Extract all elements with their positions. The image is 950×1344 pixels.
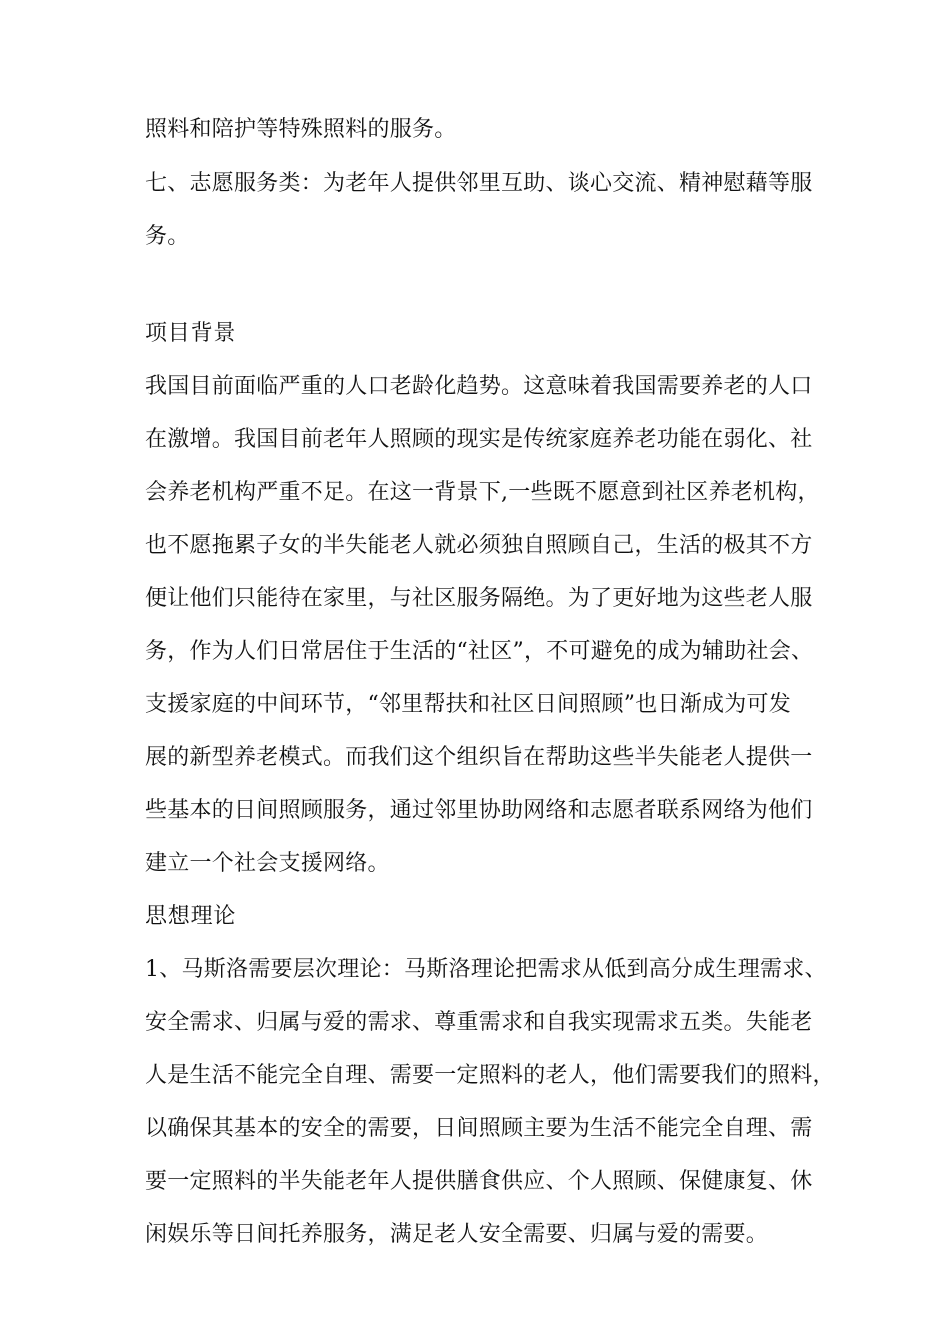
text-line: 些基本的日间照顾服务，通过邻里协助网络和志愿者联系网络为他们 xyxy=(145,798,813,823)
text-line: 便让他们只能待在家里，与社区服务隔绝。为了更好地为这些老人服 xyxy=(145,586,813,611)
text-line: 1、马斯洛需要层次理论：马斯洛理论把需求从低到高分成生理需求、 xyxy=(145,957,827,982)
text-line: 展的新型养老模式。而我们这个组织旨在帮助这些半失能老人提供一 xyxy=(145,745,813,770)
text-line: 也不愿拖累子女的半失能老人就必须独自照顾自己，生活的极其不方 xyxy=(145,533,813,558)
text-line: 建立一个社会支援网络。 xyxy=(145,851,390,876)
text-line: 照料和陪护等特殊照料的服务。 xyxy=(145,117,457,142)
text-line: 在激增。我国目前老年人照顾的现实是传统家庭养老功能在弱化、社 xyxy=(145,427,813,452)
text-line: 七、志愿服务类：为老年人提供邻里互助、谈心交流、精神慰藉等服 xyxy=(145,171,813,196)
text-line: 务，作为人们日常居住于生活的“社区”，不可避免的成为辅助社会、 xyxy=(145,639,814,664)
text-line: 安全需求、归属与爱的需求、尊重需求和自我实现需求五类。失能老 xyxy=(145,1010,813,1035)
text-line: 务。 xyxy=(145,224,190,249)
text-line: 闲娱乐等日间托养服务，满足老人安全需要、归属与爱的需要。 xyxy=(145,1222,769,1247)
text-line: 要一定照料的半失能老年人提供膳食供应、个人照顾、保健康复、休 xyxy=(145,1169,813,1194)
text-line: 支援家庭的中间环节，“邻里帮扶和社区日间照顾”也日渐成为可发 xyxy=(145,692,791,717)
text-line: 会养老机构严重不足。在这一背景下,一些既不愿意到社区养老机构， xyxy=(145,480,820,505)
section-heading: 项目背景 xyxy=(145,321,237,346)
text-line: 人是生活不能完全自理、需要一定照料的老人，他们需要我们的照料， xyxy=(145,1063,835,1088)
text-line: 以确保其基本的安全的需要，日间照顾主要为生活不能完全自理、需 xyxy=(145,1116,813,1141)
section-heading: 思想理论 xyxy=(145,904,237,929)
text-line: 我国目前面临严重的人口老龄化趋势。这意味着我国需要养老的人口 xyxy=(145,374,813,399)
